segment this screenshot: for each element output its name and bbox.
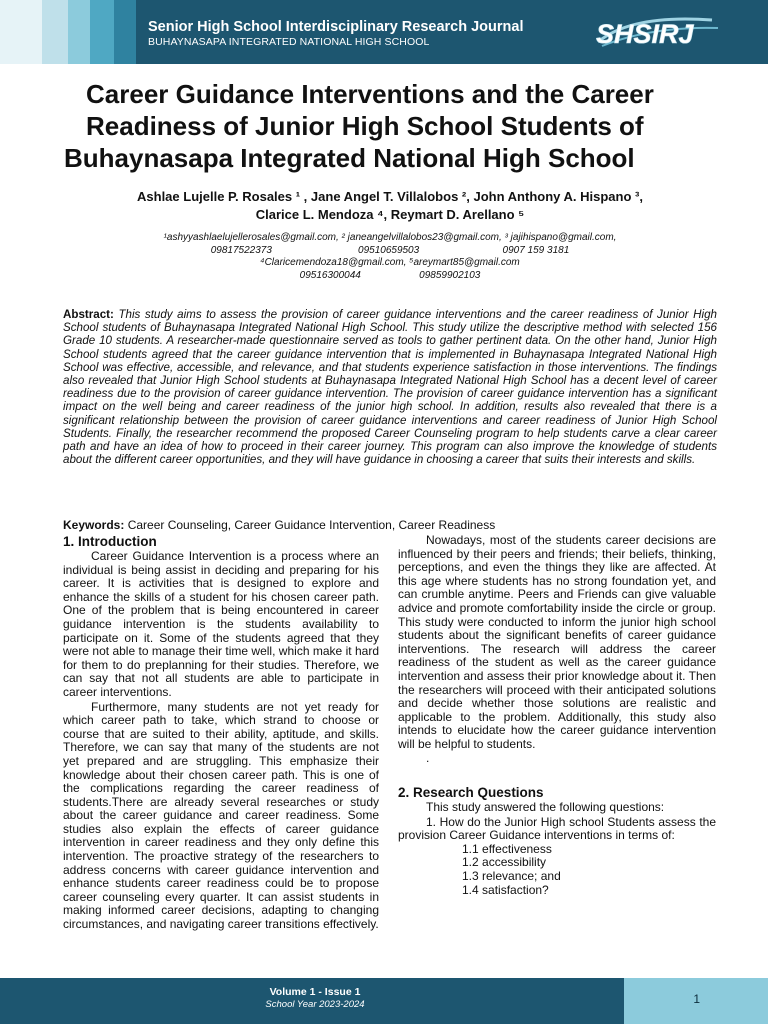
school-name: BUHAYNASAPA INTEGRATED NATIONAL HIGH SCHOOL xyxy=(148,36,430,48)
rq-subitem: 1.3 relevance; and xyxy=(462,869,561,884)
contact-emails: ⁴Claricemendoza18@gmail.com, ⁵areymart85@gmail.com xyxy=(260,257,520,268)
header-stripe xyxy=(0,0,42,64)
contact-phones: 09516300044 09859902103 xyxy=(299,269,481,281)
rq-subitem: 1.2 accessibility xyxy=(462,855,547,870)
section-heading-research-questions: 2. Research Questions xyxy=(398,785,544,801)
contact-emails: ¹ashyyashlaelujellerosales@gmail.com, ² janeangelvillalobos23@gmail.com, ³ jajihispano@gmail.com, xyxy=(163,232,617,243)
rq-subitems xyxy=(462,843,716,897)
journal-header-band xyxy=(0,0,768,64)
header-stripe xyxy=(68,0,90,64)
school-year: School Year 2023-2024 xyxy=(265,999,365,1010)
author-list xyxy=(60,188,720,224)
keywords xyxy=(63,518,495,532)
title-line: Career Guidance Interventions and the Career xyxy=(86,79,654,109)
title-line: Buhaynasapa Integrated National High School xyxy=(64,143,635,173)
abstract-text: This study aims to assess the provision of career guidance interventions and the career readiness of Junior High School students of Buhaynasapa Integrated National High School. This study utilize the descriptive method with selected 156 Grade 10 students. A researcher-made questionnaire served as tools to gather pertinent data. On the other hand, Junior High School students agreed that the career guidance intervention that is implemented in Buhaynasapa Integrated National High School was effective, accessible, and relevance, and that students experience satisfaction in those interventions. The findings also revealed that Junior High School students at Buhaynasapa Integrated National High School has a decent level of career readiness due to the provision of career guidance intervention. The provision of career guidance intervention has a significant impact on the well being and career readiness of the junior high school. In addition, results also revealed that there is a significant relationship between the provision of career guidance interventions and career readiness of Junior High School Students. Finally, the researcher recommend the proposed Career Counseling program to help students carve a clear career path and have an idea of how to proceed in their career journey. This program can also improve the knowledge of students about the different career opportunities, and they will have guidance in choosing a career that suits their interests and skills. xyxy=(63,308,717,467)
author-name: Reymart D. Arellano ⁵ xyxy=(390,207,525,222)
author-name: Clarice L. Mendoza ⁴, xyxy=(255,207,388,222)
journal-title: Senior High School Interdisciplinary Research Journal xyxy=(148,19,524,35)
intro-paragraph: Nowadays, most of the students career decisions are influenced by their peers and friends; their beliefs, thinking, perceptions, and even the things they like are affected. At this age where students has no strong foundation yet, and can crumble anytime. Peers and Friends can give valuable advice and promote comfortability inside the circle or group. This study were conducted to inform the junior high school students about the significant benefits of career guidance interventions. The research will address the career readiness of the student as well as the career guidance intervention and assess their prior knowledge about it. Then the researchers will proceed with their anticipated solutions and decide whether those solutions are realistic and applicable to the problem. Additionally, this study also intends to elucidate how the career guidance intervention will be helpful to students. xyxy=(398,533,716,751)
author-name: Ashlae Lujelle P. Rosales ¹ , xyxy=(137,189,308,204)
intro-paragraph: Career Guidance Intervention is a process where an individual is being assist in deciding and preparing for his career. It is activities that is designed to explore and enhance the skills of a student for his chosen career path. One of the problem that is being encountered in career guidance intervention is the students availability to participate on it. Some of the students agreed that they were not able to manage their time well, which make it hard for them to do preplanning for their studies. Therefore, we can say that not all students are able to participate in career interventions. xyxy=(63,549,379,699)
stray-period: . xyxy=(426,750,430,765)
intro-paragraph: Furthermore, many students are not yet ready for which career path to take, which strand to choose or course that are suited to their ability, aptitude, and skills. Therefore, we can say that many of the students are not yet prepared and are struggling. This emphasize their knowledge about their chosen career path. This is one of the complications regarding the career readiness of students.There are already several researches or study about the career guidance and career readiness. Some studies also explain the effects of career guidance intervention in career readiness and they only define this intervention. The proactive strategy of the researchers to address concerns with career guidance intervention and enhance students career readiness could be to propose career counseling every quarter. It can assist students in making informed career decisions, adapting to changing circumstances, and navigating career transitions effectively. xyxy=(63,699,379,932)
right-column xyxy=(398,534,716,897)
page-number: 1 xyxy=(693,992,700,1006)
rq-question: 1. How do the Junior High school Students assess the provision Career Guidance interventions in terms of: xyxy=(398,814,716,843)
section-heading-introduction: 1. Introduction xyxy=(63,534,157,549)
contact-phones: 09817522373 09510659503 0907 159 3181 xyxy=(210,244,570,256)
rq-subitem: 1.1 effectiveness xyxy=(462,841,552,856)
rq-intro: This study answered the following questions: xyxy=(426,800,665,815)
author-contacts xyxy=(80,232,700,282)
header-stripe xyxy=(42,0,68,64)
author-name: John Anthony A. Hispano ³, xyxy=(473,189,643,204)
logo-text: SHSIRJ xyxy=(596,19,694,49)
shsirj-logo xyxy=(592,12,722,52)
left-column xyxy=(63,534,379,932)
author-name: Jane Angel T. Villalobos ², xyxy=(310,189,470,204)
title-line: Readiness of Junior High School Students of xyxy=(86,111,644,141)
keywords-label: Keywords: xyxy=(63,518,125,532)
volume-issue: Volume 1 - Issue 1 xyxy=(269,986,361,998)
page-footer xyxy=(0,978,768,1024)
header-stripe xyxy=(114,0,136,64)
header-stripe xyxy=(90,0,114,64)
abstract-label: Abstract: xyxy=(63,308,114,321)
keywords-text: Career Counseling, Career Guidance Intervention, Career Readiness xyxy=(127,518,496,532)
abstract xyxy=(63,308,717,466)
rq-subitem: 1.4 satisfaction? xyxy=(462,882,549,897)
paper-title xyxy=(40,78,740,174)
